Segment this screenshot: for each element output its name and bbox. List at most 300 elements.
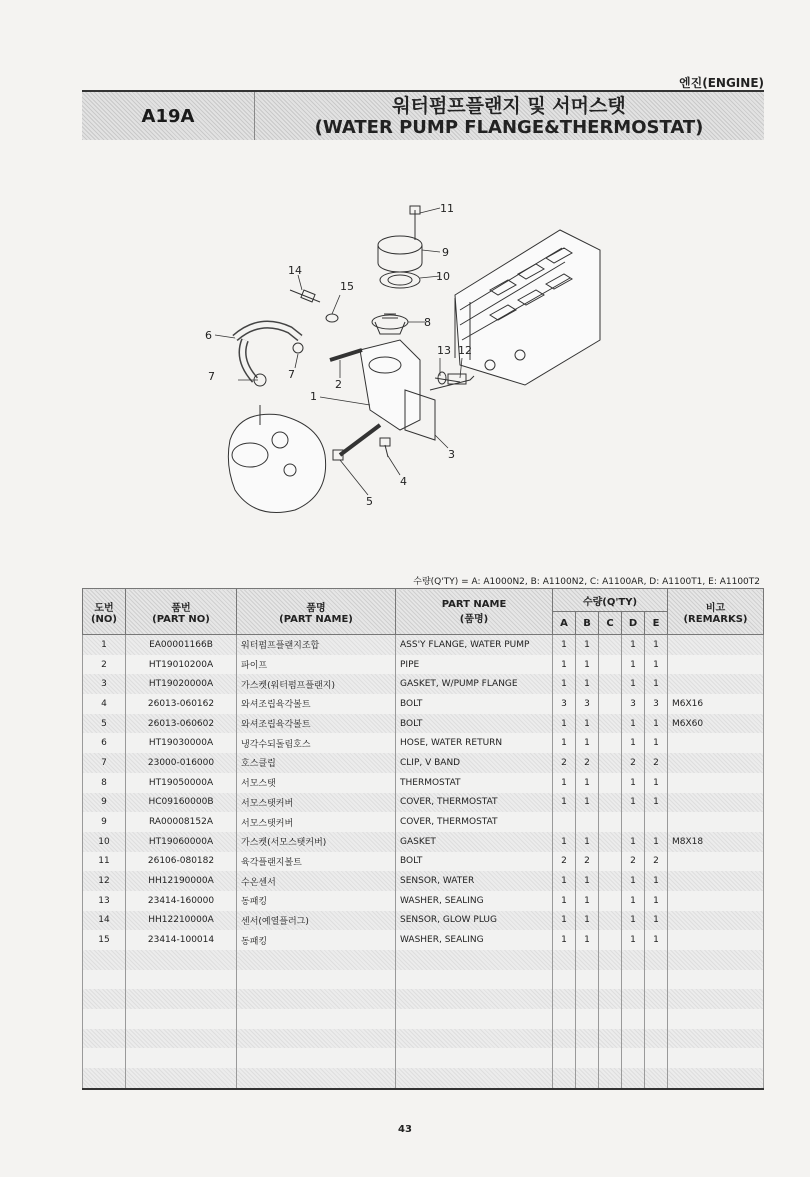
row-number: 6	[83, 733, 126, 753]
row-number	[83, 950, 126, 970]
remarks	[668, 950, 764, 970]
qty-b: 1	[576, 674, 599, 694]
row-number	[83, 1009, 126, 1029]
qty-a: 1	[553, 655, 576, 675]
qty-e	[645, 989, 668, 1009]
part-number: HH12190000A	[126, 871, 237, 891]
table-row	[83, 655, 764, 675]
part-name-en	[396, 1048, 553, 1068]
row-number	[83, 970, 126, 990]
callout-label: 10	[436, 270, 450, 283]
qty-b: 1	[576, 793, 599, 813]
part-number	[126, 1009, 237, 1029]
part-name-kr	[237, 1029, 396, 1049]
remarks: M8X18	[668, 832, 764, 852]
qty-a	[553, 1048, 576, 1068]
part-name-en: WASHER, SEALING	[396, 891, 553, 911]
part-name-kr	[237, 1009, 396, 1029]
part-number	[126, 989, 237, 1009]
remarks	[668, 773, 764, 793]
row-number: 8	[83, 773, 126, 793]
qty-c	[599, 694, 622, 714]
qty-b: 3	[576, 694, 599, 714]
table-row	[83, 733, 764, 753]
remarks	[668, 911, 764, 931]
qty-d: 1	[622, 733, 645, 753]
qty-a: 1	[553, 674, 576, 694]
title-band	[82, 90, 764, 140]
part-name-kr: 수온센서	[237, 871, 396, 891]
header-remarks-kr: 비고	[705, 602, 726, 614]
header-qty-b: B	[576, 612, 599, 635]
qty-c	[599, 793, 622, 813]
table-row	[83, 950, 764, 970]
qty-a: 1	[553, 733, 576, 753]
qty-d: 1	[622, 911, 645, 931]
qty-e: 1	[645, 655, 668, 675]
section-label: 엔진(ENGINE)	[679, 76, 764, 90]
callout-label: 2	[335, 378, 342, 391]
table-row	[83, 694, 764, 714]
part-name-kr: 가스켓(워터펌프플랜지)	[237, 674, 396, 694]
qty-a: 2	[553, 753, 576, 773]
qty-c	[599, 970, 622, 990]
header-partno-kr: 품번	[171, 602, 191, 614]
row-number: 12	[83, 871, 126, 891]
glow-plug-sensor-drawing	[290, 290, 338, 322]
qty-a	[553, 989, 576, 1009]
remarks	[668, 674, 764, 694]
qty-c	[599, 655, 622, 675]
row-number: 3	[83, 674, 126, 694]
part-number: 23000-016000	[126, 753, 237, 773]
qty-e: 1	[645, 635, 668, 655]
row-number: 9	[83, 812, 126, 832]
qty-e: 1	[645, 773, 668, 793]
callout-label: 5	[366, 495, 373, 508]
parts-table	[82, 588, 764, 1090]
table-row	[83, 871, 764, 891]
qty-c	[599, 714, 622, 734]
qty-c	[599, 812, 622, 832]
callout-label: 13	[437, 344, 451, 357]
qty-d: 1	[622, 674, 645, 694]
part-name-kr	[237, 989, 396, 1009]
remarks	[668, 635, 764, 655]
part-name-en: ASS'Y FLANGE, WATER PUMP	[396, 635, 553, 655]
qty-e: 2	[645, 753, 668, 773]
part-name-kr: 동패킹	[237, 930, 396, 950]
remarks: M6X16	[668, 694, 764, 714]
part-number	[126, 970, 237, 990]
qty-b	[576, 950, 599, 970]
water-pump-drawing	[228, 405, 325, 513]
quantity-legend: 수량(Q'TY) = A: A1000N2, B: A1100N2, C: A1100AR, D: A1100T1, E: A1100T2	[413, 577, 760, 587]
callout-label: 14	[288, 264, 302, 277]
qty-a: 1	[553, 871, 576, 891]
part-name-kr: 서모스탯커버	[237, 793, 396, 813]
header-no-kr: 도번	[94, 602, 114, 614]
table-row	[83, 1009, 764, 1029]
qty-d: 2	[622, 852, 645, 872]
table-row	[83, 930, 764, 950]
row-number: 4	[83, 694, 126, 714]
header-qty-a: A	[553, 612, 576, 635]
qty-b: 1	[576, 891, 599, 911]
part-name-kr: 가스켓(서모스탯커버)	[237, 832, 396, 852]
qty-c	[599, 1048, 622, 1068]
qty-e: 3	[645, 694, 668, 714]
qty-d	[622, 1009, 645, 1029]
qty-e: 1	[645, 891, 668, 911]
part-number: HT19060000A	[126, 832, 237, 852]
header-part-name-en	[396, 589, 553, 635]
part-number: 23414-100014	[126, 930, 237, 950]
part-number: HT19050000A	[126, 773, 237, 793]
table-row	[83, 674, 764, 694]
part-name-kr: 서모스탯커버	[237, 812, 396, 832]
row-number: 15	[83, 930, 126, 950]
qty-e: 2	[645, 852, 668, 872]
header-name-kr-en: (PART NAME)	[279, 613, 353, 625]
qty-c	[599, 773, 622, 793]
qty-d	[622, 1068, 645, 1089]
qty-b	[576, 970, 599, 990]
part-number: HT19010200A	[126, 655, 237, 675]
qty-e	[645, 950, 668, 970]
qty-d: 3	[622, 694, 645, 714]
header-qty-e: E	[645, 612, 668, 635]
qty-d: 1	[622, 793, 645, 813]
callout-label: 7	[288, 368, 295, 381]
qty-d: 1	[622, 871, 645, 891]
table-row	[83, 635, 764, 655]
remarks	[668, 1029, 764, 1049]
row-number: 10	[83, 832, 126, 852]
part-name-kr	[237, 970, 396, 990]
qty-c	[599, 1029, 622, 1049]
qty-e	[645, 812, 668, 832]
qty-c	[599, 1009, 622, 1029]
qty-e: 1	[645, 793, 668, 813]
remarks	[668, 655, 764, 675]
qty-d: 1	[622, 714, 645, 734]
qty-a: 3	[553, 694, 576, 714]
callout-label: 3	[448, 448, 455, 461]
qty-e	[645, 1048, 668, 1068]
remarks	[668, 930, 764, 950]
remarks	[668, 812, 764, 832]
part-number: HH12210000A	[126, 911, 237, 931]
callout-label: 7	[208, 370, 215, 383]
header-name-en-kr: (품명)	[459, 613, 489, 625]
table-row	[83, 832, 764, 852]
part-name-kr: 육각플랜지볼트	[237, 852, 396, 872]
part-number	[126, 950, 237, 970]
remarks	[668, 1009, 764, 1029]
qty-b: 1	[576, 655, 599, 675]
part-name-en: COVER, THERMOSTAT	[396, 793, 553, 813]
header-name-kr: 품명	[306, 602, 326, 614]
table-row	[83, 1048, 764, 1068]
qty-c	[599, 1068, 622, 1089]
header-partno-en: (PART NO)	[152, 613, 210, 625]
qty-c	[599, 635, 622, 655]
part-name-kr: 센서(예열플러그)	[237, 911, 396, 931]
bolt-drawings	[333, 425, 390, 460]
part-name-kr: 동패킹	[237, 891, 396, 911]
qty-b: 1	[576, 714, 599, 734]
qty-b	[576, 989, 599, 1009]
table-row	[83, 891, 764, 911]
row-number: 11	[83, 852, 126, 872]
qty-b	[576, 1048, 599, 1068]
table-row	[83, 812, 764, 832]
qty-b: 1	[576, 832, 599, 852]
callout-label: 4	[400, 475, 407, 488]
row-number: 14	[83, 911, 126, 931]
part-number: 26106-080182	[126, 852, 237, 872]
engine-block-drawing	[455, 230, 600, 385]
qty-c	[599, 733, 622, 753]
qty-c	[599, 852, 622, 872]
part-name-en: PIPE	[396, 655, 553, 675]
qty-d: 1	[622, 891, 645, 911]
header-qty-d: D	[622, 612, 645, 635]
qty-b	[576, 1068, 599, 1089]
remarks	[668, 753, 764, 773]
remarks	[668, 733, 764, 753]
qty-b: 2	[576, 753, 599, 773]
group-code: A19A	[82, 92, 255, 140]
qty-a	[553, 812, 576, 832]
qty-a: 1	[553, 832, 576, 852]
row-number	[83, 1029, 126, 1049]
part-name-en: SENSOR, WATER	[396, 871, 553, 891]
qty-e: 1	[645, 674, 668, 694]
remarks	[668, 989, 764, 1009]
qty-e	[645, 970, 668, 990]
part-name-en: GASKET	[396, 832, 553, 852]
part-name-en	[396, 1029, 553, 1049]
qty-c	[599, 674, 622, 694]
part-name-en: THERMOSTAT	[396, 773, 553, 793]
qty-b	[576, 1029, 599, 1049]
table-row	[83, 1068, 764, 1089]
part-number	[126, 1048, 237, 1068]
header-name-en: PART NAME	[441, 598, 507, 610]
qty-d: 2	[622, 753, 645, 773]
qty-d: 1	[622, 635, 645, 655]
part-name-kr: 파이프	[237, 655, 396, 675]
qty-d	[622, 1048, 645, 1068]
callout-label: 6	[205, 329, 212, 342]
part-number	[126, 1068, 237, 1089]
qty-a	[553, 1029, 576, 1049]
qty-c	[599, 832, 622, 852]
part-name-en	[396, 950, 553, 970]
part-name-en	[396, 1068, 553, 1089]
qty-a: 1	[553, 714, 576, 734]
part-number: RA00008152A	[126, 812, 237, 832]
row-number: 7	[83, 753, 126, 773]
thermostat-cover-drawing	[378, 206, 422, 288]
qty-e: 1	[645, 911, 668, 931]
header-no-en: (NO)	[90, 613, 117, 625]
qty-b: 1	[576, 635, 599, 655]
qty-a: 1	[553, 930, 576, 950]
callout-label: 12	[458, 344, 472, 357]
part-name-kr: 워터펌프플랜지조합	[237, 635, 396, 655]
part-number: HC09160000B	[126, 793, 237, 813]
qty-c	[599, 753, 622, 773]
callout-label: 8	[424, 316, 431, 329]
qty-b: 1	[576, 733, 599, 753]
row-number	[83, 1048, 126, 1068]
qty-b: 2	[576, 852, 599, 872]
part-name-kr	[237, 1068, 396, 1089]
row-number	[83, 989, 126, 1009]
qty-d: 1	[622, 832, 645, 852]
page-title	[254, 96, 764, 138]
row-number: 5	[83, 714, 126, 734]
qty-d: 1	[622, 930, 645, 950]
qty-a	[553, 1068, 576, 1089]
qty-d	[622, 950, 645, 970]
qty-d	[622, 1029, 645, 1049]
qty-b: 1	[576, 911, 599, 931]
callout-label: 11	[440, 202, 454, 215]
part-name-kr: 와셔조립육각볼트	[237, 694, 396, 714]
part-name-en: COVER, THERMOSTAT	[396, 812, 553, 832]
qty-d: 1	[622, 655, 645, 675]
header-part-no	[126, 589, 237, 635]
part-number: HT19030000A	[126, 733, 237, 753]
qty-a	[553, 970, 576, 990]
table-row	[83, 714, 764, 734]
qty-e: 1	[645, 714, 668, 734]
part-name-en: HOSE, WATER RETURN	[396, 733, 553, 753]
part-number	[126, 1029, 237, 1049]
part-name-en: SENSOR, GLOW PLUG	[396, 911, 553, 931]
header-part-name-kr	[237, 589, 396, 635]
row-number	[83, 1068, 126, 1089]
remarks	[668, 1068, 764, 1089]
qty-e	[645, 1029, 668, 1049]
qty-d	[622, 989, 645, 1009]
header-remarks	[668, 589, 764, 635]
part-name-kr	[237, 1048, 396, 1068]
qty-b	[576, 812, 599, 832]
remarks	[668, 852, 764, 872]
part-name-kr: 호스클립	[237, 753, 396, 773]
callout-label: 15	[340, 280, 354, 293]
exploded-parts-diagram	[190, 190, 610, 520]
part-name-kr: 서모스탯	[237, 773, 396, 793]
part-name-en: BOLT	[396, 852, 553, 872]
remarks	[668, 793, 764, 813]
qty-a: 1	[553, 793, 576, 813]
row-number: 9	[83, 793, 126, 813]
qty-d	[622, 970, 645, 990]
qty-b: 1	[576, 871, 599, 891]
remarks	[668, 871, 764, 891]
part-name-kr: 냉각수되돌림호스	[237, 733, 396, 753]
table-row	[83, 970, 764, 990]
part-number: 26013-060602	[126, 714, 237, 734]
parts-table-body	[83, 635, 764, 1089]
callout-label: 1	[310, 390, 317, 403]
qty-c	[599, 930, 622, 950]
part-number: HT19020000A	[126, 674, 237, 694]
water-pump-flange-drawing	[330, 340, 474, 440]
qty-a: 1	[553, 911, 576, 931]
row-number: 13	[83, 891, 126, 911]
title-english: (WATER PUMP FLANGE&THERMOSTAT)	[314, 117, 704, 138]
part-name-en: GASKET, W/PUMP FLANGE	[396, 674, 553, 694]
part-name-en: CLIP, V BAND	[396, 753, 553, 773]
part-name-en	[396, 989, 553, 1009]
remarks: M6X60	[668, 714, 764, 734]
qty-b: 1	[576, 773, 599, 793]
remarks	[668, 891, 764, 911]
title-korean: 워터펌프플랜지 및 서머스탯	[392, 95, 626, 117]
header-remarks-en: (REMARKS)	[683, 613, 748, 625]
qty-c	[599, 871, 622, 891]
qty-a: 1	[553, 773, 576, 793]
remarks	[668, 970, 764, 990]
part-name-en	[396, 1009, 553, 1029]
qty-e: 1	[645, 832, 668, 852]
part-name-kr: 와셔조립육각볼트	[237, 714, 396, 734]
header-no	[83, 589, 126, 635]
qty-a: 1	[553, 891, 576, 911]
qty-e: 1	[645, 930, 668, 950]
qty-c	[599, 950, 622, 970]
qty-e	[645, 1068, 668, 1089]
table-row	[83, 989, 764, 1009]
qty-a	[553, 950, 576, 970]
table-row	[83, 1029, 764, 1049]
qty-a: 1	[553, 635, 576, 655]
thermostat-drawing	[372, 314, 408, 334]
qty-a	[553, 1009, 576, 1029]
qty-d	[622, 812, 645, 832]
qty-e	[645, 1009, 668, 1029]
row-number: 2	[83, 655, 126, 675]
part-name-en: BOLT	[396, 714, 553, 734]
qty-c	[599, 891, 622, 911]
header-qty: 수량(Q'TY)	[553, 589, 668, 612]
part-name-en	[396, 970, 553, 990]
table-row	[83, 753, 764, 773]
header-qty-c: C	[599, 612, 622, 635]
qty-c	[599, 989, 622, 1009]
part-number: 26013-060162	[126, 694, 237, 714]
table-row	[83, 793, 764, 813]
qty-b: 1	[576, 930, 599, 950]
callout-label: 9	[442, 246, 449, 259]
row-number: 1	[83, 635, 126, 655]
table-row	[83, 773, 764, 793]
part-number: EA00001166B	[126, 635, 237, 655]
qty-b	[576, 1009, 599, 1029]
page-number: 43	[398, 1124, 412, 1135]
part-name-en: BOLT	[396, 694, 553, 714]
part-name-kr	[237, 950, 396, 970]
qty-d: 1	[622, 773, 645, 793]
qty-e: 1	[645, 733, 668, 753]
